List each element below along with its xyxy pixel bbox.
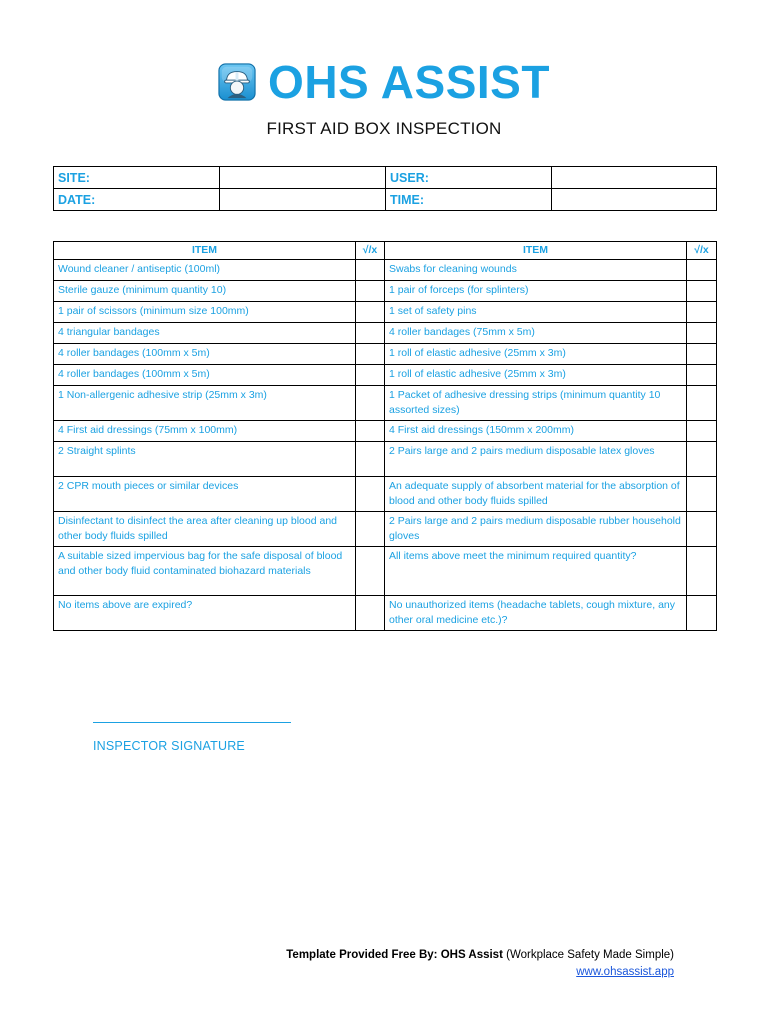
check-cell-right[interactable] bbox=[687, 386, 717, 421]
check-cell-right[interactable] bbox=[687, 365, 717, 386]
checklist-item-left: 1 pair of scissors (minimum size 100mm) bbox=[54, 302, 356, 323]
check-cell-left[interactable] bbox=[356, 281, 385, 302]
footer-credit-suffix: (Workplace Safety Made Simple) bbox=[502, 949, 674, 961]
signature-block bbox=[93, 712, 291, 753]
header bbox=[0, 52, 768, 112]
checklist-row bbox=[54, 344, 717, 365]
checklist-item-right: 1 roll of elastic adhesive (25mm x 3m) bbox=[385, 344, 687, 365]
checklist-item-left: 4 First aid dressings (75mm x 100mm) bbox=[54, 421, 356, 442]
site-label: SITE: bbox=[54, 167, 220, 189]
checklist-item-right: 1 pair of forceps (for splinters) bbox=[385, 281, 687, 302]
checklist-row bbox=[54, 260, 717, 281]
check-cell-right[interactable] bbox=[687, 421, 717, 442]
checklist-item-right: An adequate supply of absorbent material for the absorption of blood and other body fluids spilled bbox=[385, 477, 687, 512]
checklist-item-right: All items above meet the minimum required quantity? bbox=[385, 547, 687, 596]
check-cell-right[interactable] bbox=[687, 547, 717, 596]
website-link[interactable]: www.ohsassist.app bbox=[576, 966, 674, 978]
checklist-row bbox=[54, 477, 717, 512]
checklist-item-left: 2 Straight splints bbox=[54, 442, 356, 477]
checklist-item-left: 2 CPR mouth pieces or similar devices bbox=[54, 477, 356, 512]
item-column-header: ITEM bbox=[385, 242, 687, 260]
check-cell-left[interactable] bbox=[356, 260, 385, 281]
check-column-header: √/x bbox=[356, 242, 385, 260]
checklist-row bbox=[54, 281, 717, 302]
check-cell-right[interactable] bbox=[687, 302, 717, 323]
info-row-date bbox=[54, 189, 717, 211]
checklist-row bbox=[54, 547, 717, 596]
footer bbox=[286, 947, 674, 981]
check-cell-left[interactable] bbox=[356, 442, 385, 477]
check-cell-left[interactable] bbox=[356, 386, 385, 421]
check-cell-left[interactable] bbox=[356, 512, 385, 547]
document-title: FIRST AID BOX INSPECTION bbox=[266, 119, 502, 138]
checklist-row bbox=[54, 596, 717, 631]
site-field[interactable] bbox=[220, 167, 386, 189]
check-cell-right[interactable] bbox=[687, 260, 717, 281]
checklist-item-left: Disinfectant to disinfect the area after cleaning up blood and other body fluids spilled bbox=[54, 512, 356, 547]
checklist-item-left: Sterile gauze (minimum quantity 10) bbox=[54, 281, 356, 302]
time-field[interactable] bbox=[552, 189, 717, 211]
check-cell-right[interactable] bbox=[687, 281, 717, 302]
checklist-item-right: 1 Packet of adhesive dressing strips (minimum quantity 10 assorted sizes) bbox=[385, 386, 687, 421]
check-cell-left[interactable] bbox=[356, 547, 385, 596]
check-cell-left[interactable] bbox=[356, 596, 385, 631]
checklist-row bbox=[54, 512, 717, 547]
checklist-item-right: 4 First aid dressings (150mm x 200mm) bbox=[385, 421, 687, 442]
first-aid-checklist bbox=[53, 241, 717, 631]
checklist-row bbox=[54, 442, 717, 477]
checklist-item-right: 1 roll of elastic adhesive (25mm x 3m) bbox=[385, 365, 687, 386]
checklist-item-right: Swabs for cleaning wounds bbox=[385, 260, 687, 281]
user-label: USER: bbox=[386, 167, 552, 189]
brand-title: OHS ASSIST bbox=[268, 56, 550, 108]
checklist-item-left: No items above are expired? bbox=[54, 596, 356, 631]
user-field[interactable] bbox=[552, 167, 717, 189]
checklist-item-left: 4 triangular bandages bbox=[54, 323, 356, 344]
date-label: DATE: bbox=[54, 189, 220, 211]
check-cell-right[interactable] bbox=[687, 477, 717, 512]
checklist-item-left: Wound cleaner / antiseptic (100ml) bbox=[54, 260, 356, 281]
inspection-info-table bbox=[53, 166, 717, 211]
check-cell-left[interactable] bbox=[356, 323, 385, 344]
item-column-header: ITEM bbox=[54, 242, 356, 260]
check-cell-right[interactable] bbox=[687, 442, 717, 477]
checklist-item-right: 1 set of safety pins bbox=[385, 302, 687, 323]
checklist-item-left: 4 roller bandages (100mm x 5m) bbox=[54, 365, 356, 386]
checklist-item-right: 2 Pairs large and 2 pairs medium disposable rubber household gloves bbox=[385, 512, 687, 547]
time-label: TIME: bbox=[386, 189, 552, 211]
signature-label: INSPECTOR SIGNATURE bbox=[93, 739, 245, 753]
checklist-row bbox=[54, 323, 717, 344]
date-field[interactable] bbox=[220, 189, 386, 211]
checklist-row bbox=[54, 386, 717, 421]
checklist-item-right: 4 roller bandages (75mm x 5m) bbox=[385, 323, 687, 344]
check-cell-left[interactable] bbox=[356, 477, 385, 512]
info-row-site bbox=[54, 167, 717, 189]
check-cell-left[interactable] bbox=[356, 344, 385, 365]
check-cell-right[interactable] bbox=[687, 512, 717, 547]
worker-hardhat-icon bbox=[218, 63, 256, 101]
footer-credit bbox=[286, 947, 674, 964]
check-cell-right[interactable] bbox=[687, 596, 717, 631]
checklist-row bbox=[54, 421, 717, 442]
checklist-item-right: No unauthorized items (headache tablets, cough mixture, any other oral medicine etc.)? bbox=[385, 596, 687, 631]
checklist-row bbox=[54, 365, 717, 386]
check-cell-right[interactable] bbox=[687, 323, 717, 344]
checklist-row bbox=[54, 302, 717, 323]
signature-line[interactable] bbox=[93, 712, 291, 723]
check-column-header: √/x bbox=[687, 242, 717, 260]
footer-credit-prefix: Template Provided Free By: OHS Assist bbox=[286, 949, 503, 961]
checklist-item-left: A suitable sized impervious bag for the safe disposal of blood and other body fluid contaminated biohazard materials bbox=[54, 547, 356, 596]
check-cell-right[interactable] bbox=[687, 344, 717, 365]
checklist-item-left: 1 Non-allergenic adhesive strip (25mm x 3m) bbox=[54, 386, 356, 421]
checklist-item-right: 2 Pairs large and 2 pairs medium disposable latex gloves bbox=[385, 442, 687, 477]
checklist-header-row bbox=[54, 242, 717, 260]
checklist-item-left: 4 roller bandages (100mm x 5m) bbox=[54, 344, 356, 365]
check-cell-left[interactable] bbox=[356, 302, 385, 323]
check-cell-left[interactable] bbox=[356, 421, 385, 442]
check-cell-left[interactable] bbox=[356, 365, 385, 386]
